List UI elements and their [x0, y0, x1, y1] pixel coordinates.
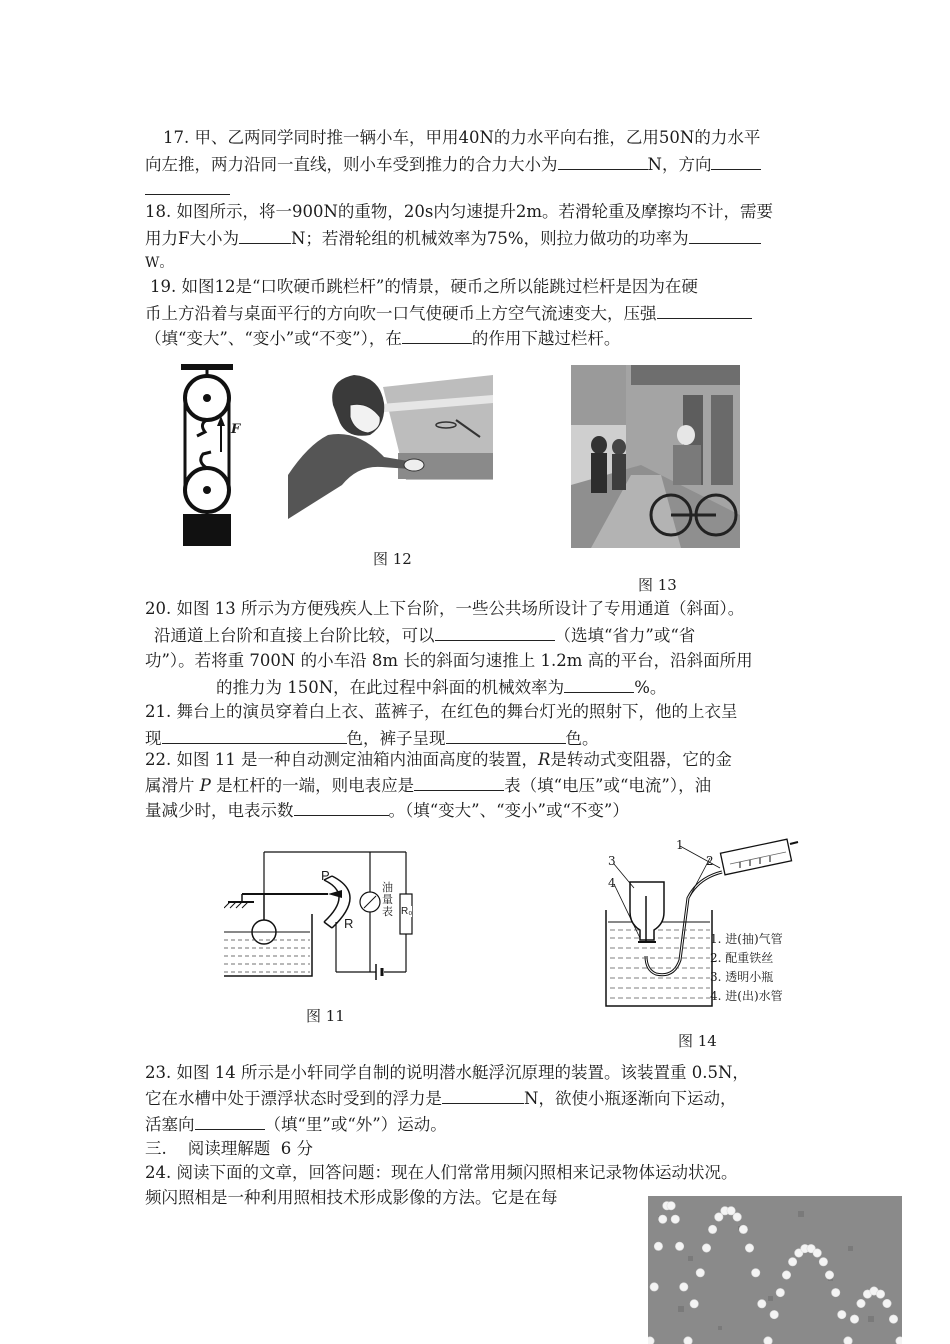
label-num-4: 4: [608, 876, 616, 890]
strobe-ball-dot: [715, 1213, 723, 1221]
strobe-ball-dot: [690, 1300, 698, 1308]
fig13-caption: 图 13: [638, 576, 677, 594]
strobe-ball-dot: [844, 1337, 852, 1344]
answer-blank[interactable]: [294, 799, 389, 816]
q21-line2: 现 色，裤子呈现 色。: [145, 729, 599, 748]
answer-blank[interactable]: [195, 1113, 265, 1130]
label-num-3: 3: [608, 854, 616, 868]
legend-item: 1. 进(抽)气管: [710, 932, 783, 946]
pulley-figure: [175, 362, 245, 548]
answer-blank[interactable]: [145, 178, 230, 195]
answer-blank[interactable]: [162, 727, 347, 744]
strobe-ball-dot: [675, 1242, 683, 1250]
q24-line1: 24. 阅读下面的文章，回答问题：现在人们常常用频闪照相来记录物体运动状况。: [145, 1163, 738, 1182]
strobe-ball-dot: [857, 1299, 865, 1307]
answer-blank[interactable]: [402, 327, 472, 344]
q22-line3: 量减少时，电表示数 。（填“变大”、“变小”或“不变”）: [145, 801, 629, 820]
q19-line3: （填“变大”、“变小”或“不变”），在 的作用下越过栏杆。: [145, 329, 621, 348]
oil-gauge-figure: [224, 850, 420, 982]
strobe-ball-dot: [654, 1242, 662, 1250]
strobe-ball-dot: [883, 1299, 891, 1307]
label-num-1: 1: [676, 838, 684, 852]
answer-blank[interactable]: [564, 676, 634, 693]
q19-line2: 币上方沿着与桌面平行的方向吹一口气使硬币上方空气流速变大，压强: [145, 302, 752, 325]
strobe-ball-dot: [770, 1310, 778, 1318]
ramp-photo: [571, 365, 740, 548]
strobe-ball-dot: [825, 1271, 833, 1279]
strobe-ball-dot: [667, 1202, 675, 1210]
strobe-ball-dot: [776, 1288, 784, 1296]
strobe-ball-dot: [819, 1258, 827, 1266]
strobe-ball-dot: [889, 1315, 897, 1323]
q17-line1: 17. 甲、乙两同学同时推一辆小车，甲用40N的力水平向右推，乙用50N的力水平: [163, 128, 761, 147]
strobe-ball-dot: [733, 1213, 741, 1221]
strobe-ball-dot: [752, 1269, 760, 1277]
fig14-legend: [710, 930, 783, 1006]
strobe-ball-dot: [659, 1215, 667, 1223]
strobe-ball-dot: [671, 1215, 679, 1223]
q20-line1: 20. 如图 13 所示为方便残疾人上下台阶，一些公共场所设计了专用通道（斜面）。: [145, 599, 745, 618]
strobe-ball-dot: [684, 1337, 692, 1344]
answer-blank[interactable]: [414, 774, 504, 791]
strobe-photo: [648, 1196, 902, 1344]
strobe-ball-dot: [850, 1315, 858, 1323]
answer-blank[interactable]: [442, 1087, 524, 1104]
legend-item: 3. 透明小瓶: [710, 970, 774, 984]
oil-meter-label: 油量表: [382, 881, 393, 918]
q18-line2: 用力F大小为 N；若滑轮组的机械效率为75%，则拉力做功的功率为: [145, 227, 761, 250]
q23-line1: 23. 如图 14 所示是小轩同学自制的说明潜水艇浮沉原理的装置。该装置重 0.5N，: [145, 1063, 749, 1082]
fig11-caption: 图 11: [306, 1007, 345, 1025]
label-num-2: 2: [706, 854, 714, 868]
force-label: F: [231, 422, 241, 437]
strobe-ball-dot: [813, 1249, 821, 1257]
answer-blank[interactable]: [446, 727, 566, 744]
q18-line1: 18. 如图所示，将一900N的重物，20s内匀速提升2m。若滑轮重及摩擦均不计，需要: [145, 202, 774, 221]
section-3-heading: 三. 阅读理解题 6 分: [145, 1139, 313, 1158]
legend-item: 2. 配重铁丝: [710, 951, 774, 965]
q18-line3: W。: [145, 255, 174, 271]
strobe-ball-dot: [727, 1207, 735, 1215]
q20-line2: 沿通道上台阶和直接上台阶比较，可以 （选填“省力”或“省: [154, 626, 696, 645]
strobe-ball-dot: [708, 1225, 716, 1233]
strobe-ball-dot: [788, 1258, 796, 1266]
strobe-ball-dot: [758, 1300, 766, 1308]
submarine-model-figure: [600, 838, 808, 1010]
strobe-ball-dot: [782, 1271, 790, 1279]
strobe-ball-dot: [650, 1283, 658, 1291]
q17-line2: 向左推，两力沿同一直线，则小车受到推力的合力大小为 N，方向: [145, 153, 761, 176]
strobe-ball-dot: [680, 1283, 688, 1291]
strobe-ball-dot: [696, 1269, 704, 1277]
q20-line4: 的推力为 150N，在此过程中斜面的机械效率为 %。: [216, 678, 667, 697]
answer-blank[interactable]: [435, 624, 555, 641]
q22-line2: 属滑片 P 是杠杆的一端，则电表应是 表（填“电压”或“电流”），油: [145, 776, 712, 795]
answer-blank[interactable]: [711, 153, 761, 170]
answer-blank[interactable]: [558, 153, 648, 170]
q24-line2: 频闪照相是一种利用照相技术形成影像的方法。它是在每: [145, 1188, 558, 1207]
legend-item: 4. 进(出)水管: [710, 989, 783, 1003]
resistor-label-r: R: [344, 916, 354, 931]
resistor-label-r0: R₀: [401, 906, 413, 917]
strobe-ball-dot: [739, 1225, 747, 1233]
q23-line3: 活塞向 （填“里”或“外”）运动。: [145, 1115, 447, 1134]
q20-line3: 功”）。若将重 700N 的小车沿 8m 长的斜面匀速推上 1.2m 高的平台，沿斜面所用: [145, 651, 753, 670]
strobe-ball-dot: [832, 1288, 840, 1296]
answer-blank[interactable]: [239, 227, 291, 244]
strobe-ball-dot: [745, 1244, 753, 1252]
q22-line1: 22. 如图 11 是一种自动测定油箱内油面高度的装置，R是转动式变阻器，它的金: [145, 750, 732, 769]
strobe-ball-dot: [702, 1244, 710, 1252]
strobe-ball-dot: [876, 1290, 884, 1298]
coin-jump-figure: [288, 365, 493, 519]
strobe-ball-dot: [838, 1310, 846, 1318]
q23-line2: 它在水槽中处于漂浮状态时受到的浮力是 N，欲使小瓶逐渐向下运动，: [145, 1089, 737, 1108]
fig12-caption: 图 12: [373, 550, 412, 568]
answer-blank[interactable]: [657, 302, 752, 319]
answer-blank[interactable]: [689, 227, 761, 244]
q21-line1: 21. 舞台上的演员穿着白上衣、蓝裤子，在红色的舞台灯光的照射下，他的上衣呈: [145, 702, 738, 721]
strobe-ball-dot: [764, 1337, 772, 1344]
q17-line3: [145, 178, 230, 201]
q19-line1: 19. 如图12是“口吹硬币跳栏杆”的情景，硬币之所以能跳过栏杆是因为在硬: [150, 277, 698, 296]
fig14-caption: 图 14: [678, 1032, 717, 1050]
slider-label-p: P: [321, 868, 330, 883]
